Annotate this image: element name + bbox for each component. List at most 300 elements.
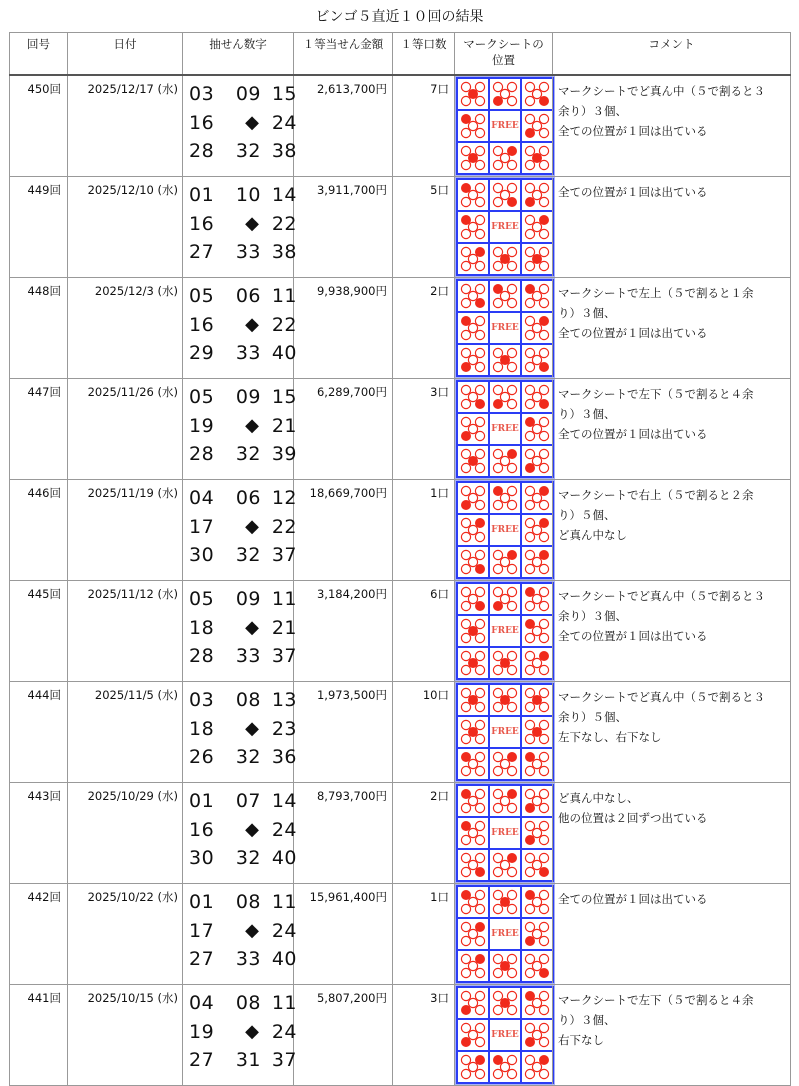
mark-sheet-cell (455, 985, 553, 1086)
drawn-number: 28 (189, 443, 215, 465)
mark-sheet-grid (456, 683, 554, 781)
empty-mark-icon (461, 417, 470, 426)
mark-cell (490, 446, 520, 476)
empty-mark-icon (525, 500, 534, 509)
winners-cell: 5口 (393, 177, 455, 278)
mark-cell (522, 685, 552, 715)
drawn-number: 17 (189, 919, 215, 942)
comment-cell (553, 379, 791, 480)
mark-circles-icon (490, 850, 520, 880)
empty-mark-icon (539, 183, 548, 192)
empty-mark-icon (475, 587, 484, 596)
drawn-number: 29 (189, 342, 215, 364)
mark-cell (458, 648, 488, 678)
empty-mark-icon (493, 261, 502, 270)
filled-mark-icon (532, 153, 542, 163)
empty-mark-icon (525, 766, 534, 775)
filled-mark-icon (500, 254, 510, 264)
empty-mark-icon (525, 348, 534, 357)
drawn-number: 26 (189, 746, 215, 768)
empty-mark-icon (525, 261, 534, 270)
numbers-cell (183, 783, 297, 884)
comment-line: 全ての位置が１回は出ている (558, 124, 708, 138)
empty-mark-icon (493, 160, 502, 169)
comment-line: ど真ん中なし (558, 528, 627, 542)
comment-line: 全ての位置が１回は出ている (558, 629, 708, 643)
mark-circles-icon (522, 685, 552, 715)
drawn-number: 37 (271, 1049, 297, 1071)
empty-mark-icon (539, 936, 548, 945)
empty-mark-icon (475, 385, 484, 394)
empty-mark-icon (532, 897, 541, 906)
empty-mark-icon (493, 991, 502, 1000)
empty-mark-icon (532, 190, 541, 199)
empty-mark-icon (539, 247, 548, 256)
table-row-443回 (10, 783, 791, 884)
comment-cell (553, 581, 791, 682)
empty-mark-icon (468, 929, 477, 938)
empty-mark-icon (507, 261, 516, 270)
empty-mark-icon (532, 89, 541, 98)
empty-mark-icon (525, 96, 534, 105)
mark-circles-icon (522, 382, 552, 412)
drawn-number: 05 (189, 386, 215, 408)
empty-mark-icon (525, 867, 534, 876)
numbers-grid (189, 383, 297, 469)
mark-circles-icon (490, 887, 520, 917)
empty-mark-icon (539, 330, 548, 339)
mark-circles-icon (522, 345, 552, 375)
comment-line: マークシートで右上（５で割ると２余 (558, 488, 754, 502)
empty-mark-icon (475, 463, 484, 472)
empty-mark-icon (532, 493, 541, 502)
empty-mark-icon (468, 1030, 477, 1039)
empty-mark-icon (532, 961, 541, 970)
center-diamond-icon: ◆ (245, 818, 259, 840)
empty-mark-icon (525, 449, 534, 458)
empty-mark-icon (539, 261, 548, 270)
winners-cell: 1口 (393, 884, 455, 985)
table-row-442回 (10, 884, 791, 985)
drawn-number: 08 (235, 689, 261, 711)
empty-mark-icon (539, 1005, 548, 1014)
empty-mark-icon (539, 146, 548, 155)
empty-mark-icon (525, 1023, 534, 1032)
numbers-cell (183, 177, 297, 278)
center-diamond-icon: ◆ (245, 212, 259, 234)
drawn-number: 38 (271, 140, 297, 162)
drawn-number: 15 (271, 83, 297, 105)
empty-mark-icon (493, 702, 502, 711)
drawn-number: 31 (235, 1049, 261, 1071)
free-cell: FREE (490, 818, 520, 848)
drawn-number: 24 (271, 919, 297, 942)
drawn-number: 15 (271, 386, 297, 408)
table-row-450回 (10, 75, 791, 177)
comment-line: マークシートで左下（５で割ると４余 (558, 387, 754, 401)
empty-mark-icon (468, 355, 477, 364)
header-prize: １等当せん金額 (294, 33, 393, 76)
empty-mark-icon (507, 968, 516, 977)
numbers-cell (183, 581, 297, 682)
empty-mark-icon (468, 493, 477, 502)
prize-cell: 18,669,700円 (294, 480, 393, 581)
mark-circles-icon (458, 244, 488, 274)
empty-mark-icon (500, 1062, 509, 1071)
drawn-number: 21 (271, 616, 297, 639)
mark-circles-icon (490, 988, 520, 1018)
empty-mark-icon (539, 128, 548, 137)
empty-mark-icon (507, 954, 516, 963)
mark-cell (490, 584, 520, 614)
mark-cell (458, 988, 488, 1018)
drawn-number: 09 (235, 83, 261, 105)
drawn-number: 08 (235, 891, 261, 913)
empty-mark-icon (475, 486, 484, 495)
mark-circles-icon (522, 483, 552, 513)
empty-mark-icon (532, 1062, 541, 1071)
numbers-grid (189, 989, 297, 1075)
drawn-number: 06 (235, 285, 261, 307)
empty-mark-icon (493, 550, 502, 559)
drawn-number: 18 (189, 717, 215, 740)
empty-mark-icon (539, 665, 548, 674)
mark-circles-icon (522, 244, 552, 274)
mark-sheet-grid (456, 77, 554, 175)
empty-mark-icon (539, 601, 548, 610)
empty-mark-icon (500, 796, 509, 805)
mark-cell (458, 850, 488, 880)
empty-mark-icon (532, 860, 541, 869)
mark-cell (490, 345, 520, 375)
empty-mark-icon (461, 532, 470, 541)
empty-mark-icon (475, 316, 484, 325)
empty-mark-icon (532, 424, 541, 433)
numbers-cell (183, 884, 297, 985)
empty-mark-icon (525, 904, 534, 913)
mark-cell (458, 281, 488, 311)
round-cell: 443回 (10, 783, 68, 884)
empty-mark-icon (461, 835, 470, 844)
empty-mark-icon (468, 594, 477, 603)
empty-mark-icon (461, 96, 470, 105)
center-diamond-icon: ◆ (245, 1020, 259, 1042)
empty-mark-icon (532, 291, 541, 300)
empty-mark-icon (532, 323, 541, 332)
empty-mark-icon (507, 991, 516, 1000)
empty-mark-icon (468, 860, 477, 869)
empty-mark-icon (461, 348, 470, 357)
empty-mark-icon (468, 121, 477, 130)
empty-mark-icon (461, 284, 470, 293)
empty-mark-icon (493, 766, 502, 775)
filled-mark-icon (500, 961, 510, 971)
empty-mark-icon (475, 821, 484, 830)
drawn-number: 32 (235, 746, 261, 768)
mark-cell (522, 446, 552, 476)
filled-mark-icon (468, 626, 478, 636)
prize-cell: 6,289,700円 (294, 379, 393, 480)
free-cell: FREE (490, 111, 520, 141)
mark-cell (522, 887, 552, 917)
empty-mark-icon (493, 82, 502, 91)
filled-mark-icon (468, 658, 478, 668)
comment-cell (553, 985, 791, 1086)
free-cell: FREE (490, 919, 520, 949)
comment-line: 余り）５個、 (558, 710, 627, 724)
empty-mark-icon (507, 803, 516, 812)
mark-circles-icon (522, 515, 552, 545)
empty-mark-icon (525, 146, 534, 155)
comment-line: り）５個、 (558, 508, 616, 522)
mark-circles-icon (458, 414, 488, 444)
empty-mark-icon (525, 968, 534, 977)
empty-mark-icon (507, 82, 516, 91)
table-row-444回 (10, 682, 791, 783)
empty-mark-icon (475, 362, 484, 371)
header-mark-line2: 位置 (492, 53, 515, 67)
prize-cell: 9,938,900円 (294, 278, 393, 379)
drawn-number: 14 (271, 790, 297, 812)
empty-mark-icon (475, 160, 484, 169)
empty-mark-icon (475, 128, 484, 137)
drawn-number: 22 (271, 212, 297, 235)
empty-mark-icon (475, 417, 484, 426)
mark-cell (522, 717, 552, 747)
mark-circles-icon (458, 887, 488, 917)
drawn-number: 03 (189, 689, 215, 711)
drawn-number: 04 (189, 992, 215, 1014)
comment-cell (553, 783, 791, 884)
center-diamond-icon: ◆ (245, 717, 259, 739)
empty-mark-icon (493, 298, 502, 307)
mark-circles-icon (490, 951, 520, 981)
round-cell: 449回 (10, 177, 68, 278)
empty-mark-icon (525, 688, 534, 697)
empty-mark-icon (493, 587, 502, 596)
filled-mark-icon (500, 897, 510, 907)
mark-circles-icon (490, 685, 520, 715)
mark-cell (490, 244, 520, 274)
prize-cell: 15,961,400円 (294, 884, 393, 985)
empty-mark-icon (493, 954, 502, 963)
empty-mark-icon (475, 261, 484, 270)
filled-mark-icon (468, 153, 478, 163)
mark-cell (522, 180, 552, 210)
mark-circles-icon (522, 143, 552, 173)
empty-mark-icon (493, 665, 502, 674)
mark-cell (522, 79, 552, 109)
empty-mark-icon (532, 525, 541, 534)
empty-mark-icon (539, 564, 548, 573)
comment-line: 他の位置は２回ずつ出ている (558, 811, 708, 825)
empty-mark-icon (493, 803, 502, 812)
empty-mark-icon (507, 1005, 516, 1014)
empty-mark-icon (500, 557, 509, 566)
table-row-446回 (10, 480, 791, 581)
date-cell: 2025/12/10 (水) (68, 177, 183, 278)
mark-circles-icon (522, 180, 552, 210)
empty-mark-icon (507, 688, 516, 697)
empty-mark-icon (507, 160, 516, 169)
empty-mark-icon (539, 417, 548, 426)
mark-cell (522, 313, 552, 343)
empty-mark-icon (475, 215, 484, 224)
empty-mark-icon (461, 619, 470, 628)
empty-mark-icon (539, 633, 548, 642)
empty-mark-icon (525, 114, 534, 123)
filled-mark-icon (468, 89, 478, 99)
winners-cell: 6口 (393, 581, 455, 682)
header-round: 回号 (10, 33, 68, 76)
filled-mark-icon (468, 727, 478, 737)
mark-cell (458, 1020, 488, 1050)
comment-line: 左下なし、右下なし (558, 730, 662, 744)
empty-mark-icon (507, 890, 516, 899)
mark-cell (490, 143, 520, 173)
empty-mark-icon (493, 688, 502, 697)
empty-mark-icon (461, 128, 470, 137)
empty-mark-icon (493, 348, 502, 357)
drawn-number: 18 (189, 616, 215, 639)
winners-cell: 2口 (393, 783, 455, 884)
empty-mark-icon (461, 904, 470, 913)
empty-mark-icon (475, 284, 484, 293)
mark-cell (522, 951, 552, 981)
empty-mark-icon (539, 197, 548, 206)
mark-circles-icon (522, 281, 552, 311)
empty-mark-icon (475, 890, 484, 899)
mark-cell (522, 111, 552, 141)
header-row (10, 33, 791, 76)
empty-mark-icon (525, 399, 534, 408)
mark-circles-icon (490, 584, 520, 614)
mark-cell (522, 547, 552, 577)
comment-cell (553, 75, 791, 177)
mark-circles-icon (458, 483, 488, 513)
empty-mark-icon (461, 853, 470, 862)
filled-mark-icon (500, 998, 510, 1008)
empty-mark-icon (461, 702, 470, 711)
mark-circles-icon (458, 850, 488, 880)
empty-mark-icon (507, 385, 516, 394)
mark-circles-icon (490, 648, 520, 678)
header-date: 日付 (68, 33, 183, 76)
mark-sheet-cell (455, 581, 553, 682)
drawn-number: 08 (235, 992, 261, 1014)
drawn-number: 11 (271, 588, 297, 610)
free-cell: FREE (490, 313, 520, 343)
mark-circles-icon (522, 313, 552, 343)
empty-mark-icon (500, 493, 509, 502)
empty-mark-icon (507, 399, 516, 408)
empty-mark-icon (468, 190, 477, 199)
drawn-number: 24 (271, 1020, 297, 1043)
empty-mark-icon (493, 449, 502, 458)
empty-mark-icon (468, 254, 477, 263)
empty-mark-icon (525, 954, 534, 963)
empty-mark-icon (468, 424, 477, 433)
empty-mark-icon (493, 890, 502, 899)
date-cell: 2025/11/19 (水) (68, 480, 183, 581)
numbers-cell (183, 379, 297, 480)
empty-mark-icon (475, 619, 484, 628)
mark-cell (522, 749, 552, 779)
comment-line: 右下なし (558, 1033, 604, 1047)
results-table (9, 32, 791, 1086)
drawn-number: 27 (189, 1049, 215, 1071)
mark-circles-icon (458, 786, 488, 816)
drawn-number: 07 (235, 790, 261, 812)
numbers-cell (183, 75, 297, 177)
empty-mark-icon (475, 146, 484, 155)
empty-mark-icon (525, 316, 534, 325)
empty-mark-icon (539, 853, 548, 862)
mark-circles-icon (458, 584, 488, 614)
empty-mark-icon (500, 392, 509, 401)
drawn-number: 09 (235, 386, 261, 408)
date-cell: 2025/12/3 (水) (68, 278, 183, 379)
prize-cell: 8,793,700円 (294, 783, 393, 884)
empty-mark-icon (461, 734, 470, 743)
empty-mark-icon (507, 96, 516, 105)
empty-mark-icon (525, 431, 534, 440)
mark-cell (458, 313, 488, 343)
empty-mark-icon (461, 160, 470, 169)
mark-circles-icon (522, 547, 552, 577)
mark-circles-icon (522, 988, 552, 1018)
mark-cell (490, 382, 520, 412)
mark-cell (458, 111, 488, 141)
drawn-number: 06 (235, 487, 261, 509)
empty-mark-icon (525, 601, 534, 610)
empty-mark-icon (507, 348, 516, 357)
mark-cell (490, 887, 520, 917)
empty-mark-icon (507, 463, 516, 472)
mark-circles-icon (490, 483, 520, 513)
empty-mark-icon (532, 392, 541, 401)
empty-mark-icon (461, 651, 470, 660)
empty-mark-icon (525, 734, 534, 743)
header-mark-line1: マークシートの (463, 37, 544, 51)
empty-mark-icon (493, 183, 502, 192)
drawn-number: 32 (235, 443, 261, 465)
empty-mark-icon (475, 936, 484, 945)
mark-cell (522, 1020, 552, 1050)
drawn-number: 30 (189, 544, 215, 566)
empty-mark-icon (475, 720, 484, 729)
mark-cell (522, 616, 552, 646)
empty-mark-icon (539, 385, 548, 394)
empty-mark-icon (475, 500, 484, 509)
filled-mark-icon (532, 254, 542, 264)
empty-mark-icon (493, 463, 502, 472)
mark-sheet-grid (456, 885, 554, 983)
drawn-number: 17 (189, 515, 215, 538)
mark-circles-icon (458, 111, 488, 141)
mark-cell (522, 483, 552, 513)
empty-mark-icon (468, 897, 477, 906)
empty-mark-icon (461, 867, 470, 876)
empty-mark-icon (539, 1069, 548, 1078)
numbers-grid (189, 585, 297, 671)
empty-mark-icon (461, 936, 470, 945)
mark-sheet-cell (455, 682, 553, 783)
drawn-number: 01 (189, 184, 215, 206)
empty-mark-icon (468, 222, 477, 231)
free-cell: FREE (490, 1020, 520, 1050)
empty-mark-icon (461, 587, 470, 596)
